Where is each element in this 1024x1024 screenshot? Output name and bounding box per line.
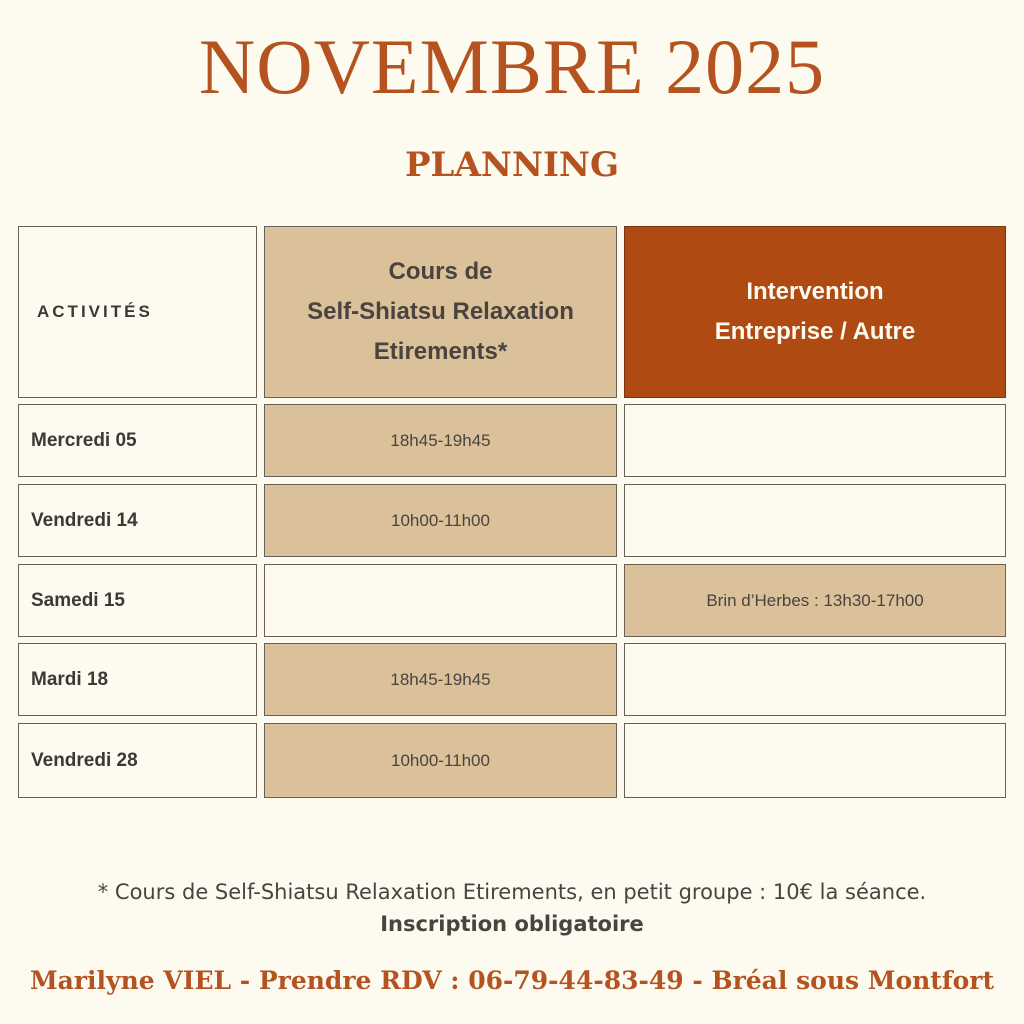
- intervention-slot: [624, 564, 1006, 637]
- day-label: Mardi 18: [31, 668, 109, 690]
- header-course-line-3: Etirements*: [373, 338, 508, 365]
- header-intervention-line-2: Entreprise / Autre: [714, 318, 916, 345]
- table-row-day: [18, 484, 257, 557]
- intervention-slot: [624, 404, 1006, 477]
- course-time: 10h00-11h00: [391, 750, 490, 770]
- header-activities: [18, 226, 257, 398]
- table-row-day: [18, 404, 257, 477]
- intervention-time: Brin d’Herbes : 13h30-17h00: [706, 590, 924, 610]
- course-time: 10h00-11h00: [391, 510, 490, 530]
- day-label: Vendredi 28: [31, 749, 138, 771]
- course-time: 18h45-19h45: [390, 669, 491, 689]
- registration-note: Inscription obligatoire: [380, 912, 644, 936]
- header-intervention: [624, 226, 1006, 398]
- page-subtitle: PLANNING: [404, 145, 620, 185]
- course-slot: [264, 643, 617, 716]
- header-intervention-line-1: Intervention: [746, 278, 884, 305]
- day-label: Mercredi 05: [31, 429, 137, 451]
- table-row-day: [18, 564, 257, 637]
- intervention-slot: [624, 723, 1006, 798]
- contact-line: Marilyne VIEL - Prendre RDV : 06-79-44-83-49 - Bréal sous Montfort: [30, 966, 994, 995]
- course-time: 18h45-19h45: [390, 430, 491, 450]
- course-slot: [264, 404, 617, 477]
- course-slot: [264, 484, 617, 557]
- header-activities-label: ACTIVITÉS: [37, 302, 153, 321]
- course-slot: [264, 564, 617, 637]
- footnote: * Cours de Self-Shiatsu Relaxation Etirements, en petit groupe : 10€ la séance.: [97, 880, 927, 904]
- course-slot: [264, 723, 617, 798]
- intervention-slot: [624, 643, 1006, 716]
- header-course-line-1: Cours de: [388, 258, 493, 285]
- page-title: NOVEMBRE 2025: [198, 23, 826, 110]
- header-course: [264, 226, 617, 398]
- header-course-line-2: Self-Shiatsu Relaxation: [307, 298, 574, 325]
- intervention-slot: [624, 484, 1006, 557]
- day-label: Vendredi 14: [31, 509, 138, 531]
- table-row-day: [18, 643, 257, 716]
- day-label: Samedi 15: [31, 589, 125, 611]
- table-row-day: [18, 723, 257, 798]
